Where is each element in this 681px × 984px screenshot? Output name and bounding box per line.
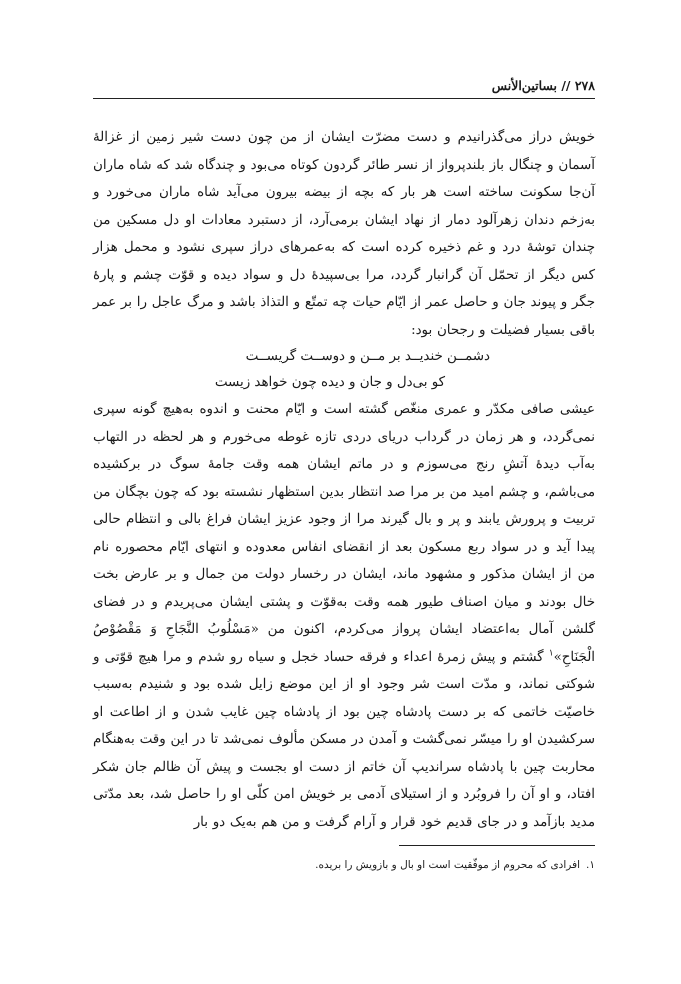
verse-hemistich-2: کو بی‌دل و جان و دیده چون خواهد زیست (214, 375, 445, 390)
running-head (93, 74, 595, 99)
paragraph-2 (93, 396, 595, 836)
page-number-and-book-title: ۲۷۸ // بساتین‌الأنس (491, 78, 595, 93)
verse-hemistich-1: دشمــن خنديــد بر مــن و دوســت گريســت (245, 349, 490, 364)
paragraph-1: خویش دراز می‌گذرانیدم و دست مضرّت ایشان از من چون دست شیر زمین از غزالهٔ آسمان و چنگال باز بلندپرواز از نسر طائر گردون کوتاه می‌بود و چندگاه شد که شاه ماران آن‌جا سکونت ساخته است هر بار که بچه از بیضه بیرون می‌آید شاه ماران می‌خورد و به‌زخم دندان زهرآلود دمار از نهاد ایشان برمی‌آرد، از دستبرد معادات او دل مسکین من چندان توشهٔ درد و غم ذخیره کرده است که به‌عمرهای دراز سپری نشود و محمل هزار کس دیگر از تحمّل آن گرانبار گردد، مرا بی‌سپیدهٔ دل و سواد دیده و قوّت چشم و پارهٔ جگر و پیوند جان و حاصل عمر از ایّام حیات چه تمتّع و التذاذ باشد و مرگ عاجل را بر عمر باقی بسیار فضیلت و رجحان بود: (93, 130, 595, 338)
footnote-text: افرادی که محروم از موفّقیت است او بال و بازویش را بریده. (315, 859, 581, 871)
footnote-divider (399, 845, 595, 846)
footnote-number: ۱. (586, 859, 595, 871)
paragraph-2-part-a: عیشی صافی مکدّر و عمری منغّص گشته است و ایّام محنت و اندوه به‌هیچ گونه سپری نمی‌گردد، و هر زمان در گرداب دریای دردی تازه غوطه می‌خورم و هر لحظه در التهاب به‌آب دیدهٔ آتشِ رنج می‌سوزم و در ماتم ایشان همه وقت جامهٔ سوگ در برکشیده می‌باشم، و چشم امید من بر مرا صد انتظار بدین استظهار نشسته بود که چون بچگان من تربیت و پرورش یابند و پر و بال گیرند مرا از وجود عزیز ایشان فراغ بالی و انتظام حالی پیدا آید و در سواد ربع مسکون بعد از انقضای انفاس معدوده و انتهای ایّام محصوره نام من از ایشان مذکور و مشهود ماند، ایشان در رخسار دولت من جمال و بر عارض بخت خال بودند و میان اصناف طیور همه وقت به‌قوّت و پشتی ایشان می‌پریدم و در فضای گلشن آمال به‌اعتضاد ایشان پرواز می‌کردم، اکنون من «مَسْلُوبُ النَّجَاحِ وَ مَقْصُوْصُ الْجَنَاحِ» (93, 402, 595, 665)
footnote-reference: ۱ (548, 648, 554, 659)
verse-line-2 (93, 370, 595, 396)
verse-line-1 (93, 344, 595, 370)
footnote (93, 857, 595, 873)
main-text (93, 124, 595, 836)
paragraph-2-part-b: گشتم و پیش زمرهٔ اعداء و فرقه حساد خجل و سیاه رو شدم و مرا هیچ قوّتی و شوکتی نماند، و مدّت است شر وجود او از این موضع زایل شده بود و شنیدم به‌سبب خاصیّت خاتمی که بر دست پادشاه چین بود از پادشاه چین غایب شدن و از اطاعت او سرکشیدن او را میسّر نمی‌گشت و آمدن در مسکن مألوف نمی‌شد تا در این وقت به‌هنگام محاربت چین با پادشاه سراندیپ آن خاتم از دست او بجست و پیش آن ظالم جان شکر افتاد، و او آن را فروبُرد و از استیلای آدمی بر خویش امن کلّی او را حاصل شد، بعد مدّتی مدید بازآمد و در جای قدیم خود قرار و آرام گرفت و من هم به‌یک دو بار (93, 649, 595, 830)
